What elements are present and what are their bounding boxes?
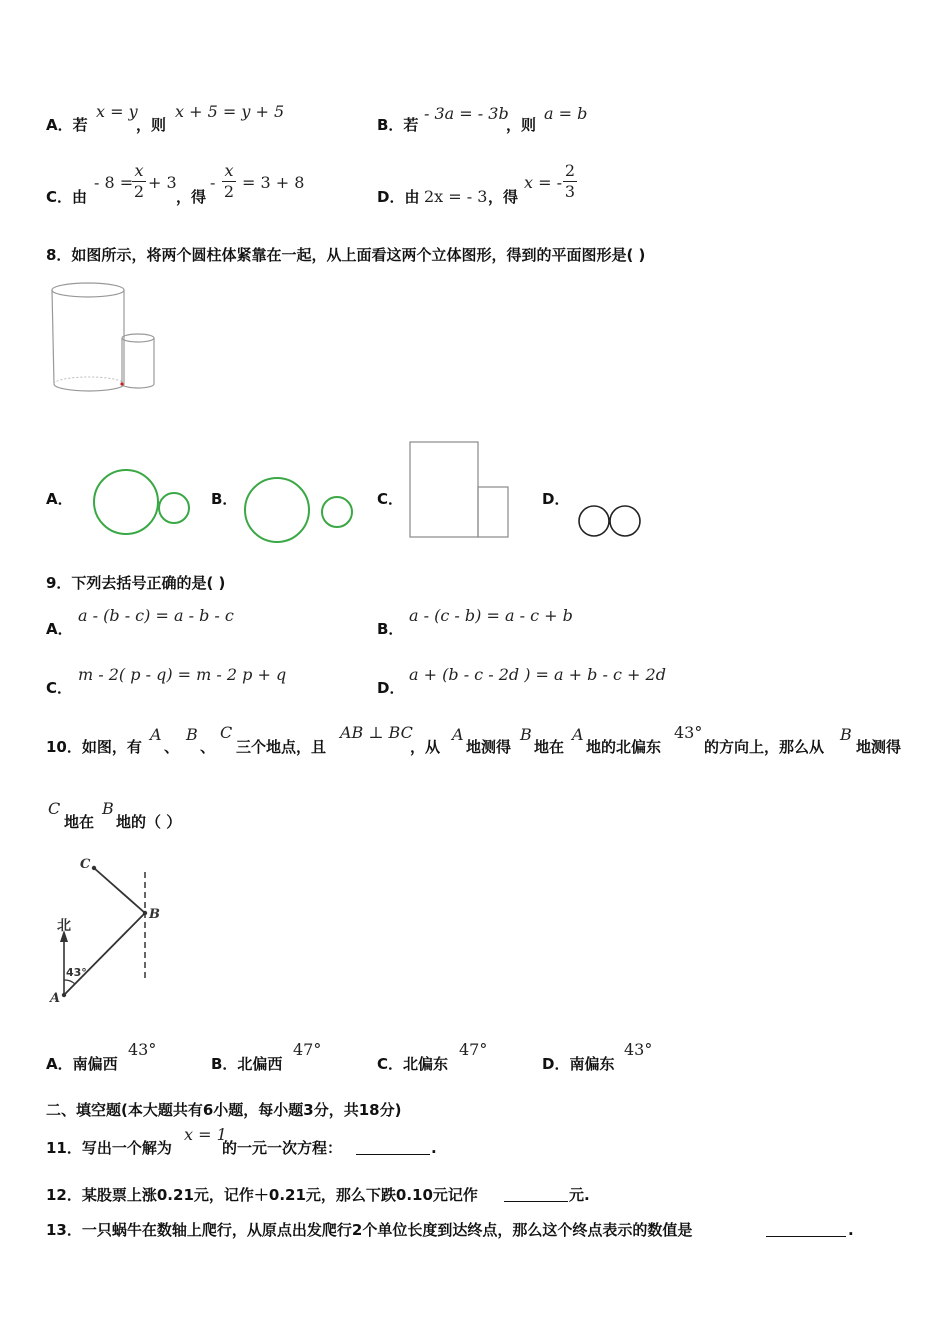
fraction-denominator: 2 <box>133 182 145 201</box>
q7-option-c-fraction <box>132 162 146 201</box>
q7-option-d-result-fraction <box>563 162 577 201</box>
q10-text-part7: 的方向上，那么从 <box>704 738 825 756</box>
q9-option-b-label: B． <box>377 620 404 638</box>
q9-option-c-expr: m - 2( p - q) = m - 2 p + q <box>78 665 287 684</box>
q11-prefix: 11．写出一个解为 <box>46 1139 172 1157</box>
q7-option-b-then: ，则 <box>506 116 537 134</box>
q9-option-a-expr: a - (b - c) = a - b - c <box>78 606 234 625</box>
q10-point-c: C <box>220 723 233 742</box>
q7-option-a-then: ，则 <box>136 116 167 134</box>
q10-perpendicular-expr: AB ⊥ BC <box>340 723 413 742</box>
q10-line2-point-b: B <box>102 799 114 818</box>
q7-option-c-lhs: - 8 = <box>94 173 134 192</box>
q10-text-part2: 三个地点，且 <box>236 738 327 756</box>
q9-option-b-expr: a - (c - b) = a - c + b <box>409 606 573 625</box>
q10-line2-text-a: 地在 <box>64 813 95 831</box>
q7-option-c-tail: + 3 <box>148 173 177 192</box>
q10-option-a-label: A．南偏西 <box>46 1055 118 1073</box>
angle-label: 43° <box>66 966 87 979</box>
q12-answer-blank[interactable] <box>504 1201 568 1202</box>
q9-option-d-label: D． <box>377 679 405 697</box>
q7-option-a-result: x + 5 = y + 5 <box>175 102 285 121</box>
north-label: 北 <box>57 918 71 934</box>
q10-point-a-2: A <box>452 725 464 744</box>
q12-text: 12．某股票上涨0.21元，记作＋0.21元，那么下跌0.10元记作 <box>46 1186 478 1204</box>
section-2-heading: 二、填空题(本大题共有6小题，每小题3分，共18分) <box>46 1101 402 1119</box>
q10-point-b-2: B <box>520 725 532 744</box>
q10-separator-1: 、 <box>164 738 180 756</box>
q8-option-b-figure <box>243 474 357 546</box>
q13-end: . <box>848 1221 854 1239</box>
q9-option-d-expr: a + (b - c - 2d ) = a + b - c + 2d <box>409 665 666 684</box>
q10-option-d-label: D．南偏东 <box>542 1055 615 1073</box>
q10-option-a-degree: 43° <box>128 1040 157 1059</box>
q10-text-part6: 地的北偏东 <box>586 738 662 756</box>
q8-option-d-figure <box>576 504 646 540</box>
q11-suffix: 的一元一次方程： <box>222 1139 343 1157</box>
q7-option-c-result-fraction <box>222 162 236 201</box>
q7-option-a-label: A．若 <box>46 116 88 134</box>
q8-cylinders-figure <box>50 280 160 395</box>
q10-option-c-label: C．北偏东 <box>377 1055 449 1073</box>
q8-option-c-figure <box>408 440 512 540</box>
q13-answer-blank[interactable] <box>766 1236 846 1237</box>
q8-option-c-label: C． <box>377 490 404 508</box>
q10-text-part1: 10．如图，有 <box>46 738 142 756</box>
q11-expr: x = 1 <box>184 1125 227 1144</box>
q10-option-c-degree: 47° <box>459 1040 488 1059</box>
q12-end: 元. <box>569 1186 590 1204</box>
q10-point-b-3: B <box>840 725 852 744</box>
fraction-numerator: 2 <box>564 161 576 180</box>
q8-option-a-label: A． <box>46 490 73 508</box>
q8-option-a-figure <box>92 468 194 538</box>
fraction-numerator: x <box>224 161 234 180</box>
q7-option-a-condition: x = y <box>96 102 138 121</box>
q7-option-d-get: ，得 <box>488 188 519 206</box>
q10-text-part4: 地测得 <box>466 738 512 756</box>
q7-option-d-condition: 2x = - 3 <box>424 187 488 206</box>
q8-stem: 8．如图所示，将两个圆柱体紧靠在一起，从上面看这两个立体图形，得到的平面图形是( ) <box>46 246 646 264</box>
q10-text-part3: ，从 <box>410 738 441 756</box>
q7-option-c-label: C．由 <box>46 188 88 206</box>
q7-option-b-label: B．若 <box>377 116 419 134</box>
point-a-label: A <box>50 991 61 1006</box>
q11-answer-blank[interactable] <box>356 1154 430 1155</box>
q7-option-b-condition: - 3a = - 3b <box>424 104 509 123</box>
q11-end: . <box>431 1139 437 1157</box>
q7-option-d-result-pre: x = - <box>524 173 563 192</box>
q8-option-b-label: B． <box>211 490 238 508</box>
q7-option-d-label: D．由 <box>377 188 420 206</box>
q9-option-a-label: A． <box>46 620 73 638</box>
q10-option-b-label: B．北偏西 <box>211 1055 283 1073</box>
q7-option-b-result: a = b <box>544 104 588 123</box>
q10-option-b-degree: 47° <box>293 1040 322 1059</box>
fraction-denominator: 3 <box>564 182 576 201</box>
q7-option-c-get: ，得 <box>176 188 207 206</box>
q13-text: 13．一只蜗牛在数轴上爬行，从原点出发爬行2个单位长度到达终点，那么这个终点表示的数值是 <box>46 1221 693 1239</box>
point-c-label: C <box>80 857 91 872</box>
q10-degree-43: 43° <box>674 723 703 742</box>
q10-text-part8: 地测得 <box>856 738 902 756</box>
q10-text-part5: 地在 <box>534 738 565 756</box>
q10-separator-2: 、 <box>200 738 216 756</box>
q10-option-d-degree: 43° <box>624 1040 653 1059</box>
q10-point-a: A <box>150 725 162 744</box>
q9-option-c-label: C． <box>46 679 73 697</box>
fraction-denominator: 2 <box>223 182 235 201</box>
point-b-label: B <box>149 907 160 922</box>
q7-option-c-result-tail: = 3 + 8 <box>242 173 305 192</box>
q10-line2-point-c: C <box>48 799 61 818</box>
q9-stem: 9．下列去括号正确的是( ) <box>46 574 226 592</box>
q10-point-a-3: A <box>572 725 584 744</box>
q8-option-d-label: D． <box>542 490 570 508</box>
q10-line2-text-b: 地的（ ） <box>116 813 182 831</box>
fraction-numerator: x <box>134 161 144 180</box>
q10-point-b: B <box>186 725 198 744</box>
q10-direction-figure <box>44 852 174 1014</box>
q7-option-c-result-minus: - <box>210 173 216 192</box>
